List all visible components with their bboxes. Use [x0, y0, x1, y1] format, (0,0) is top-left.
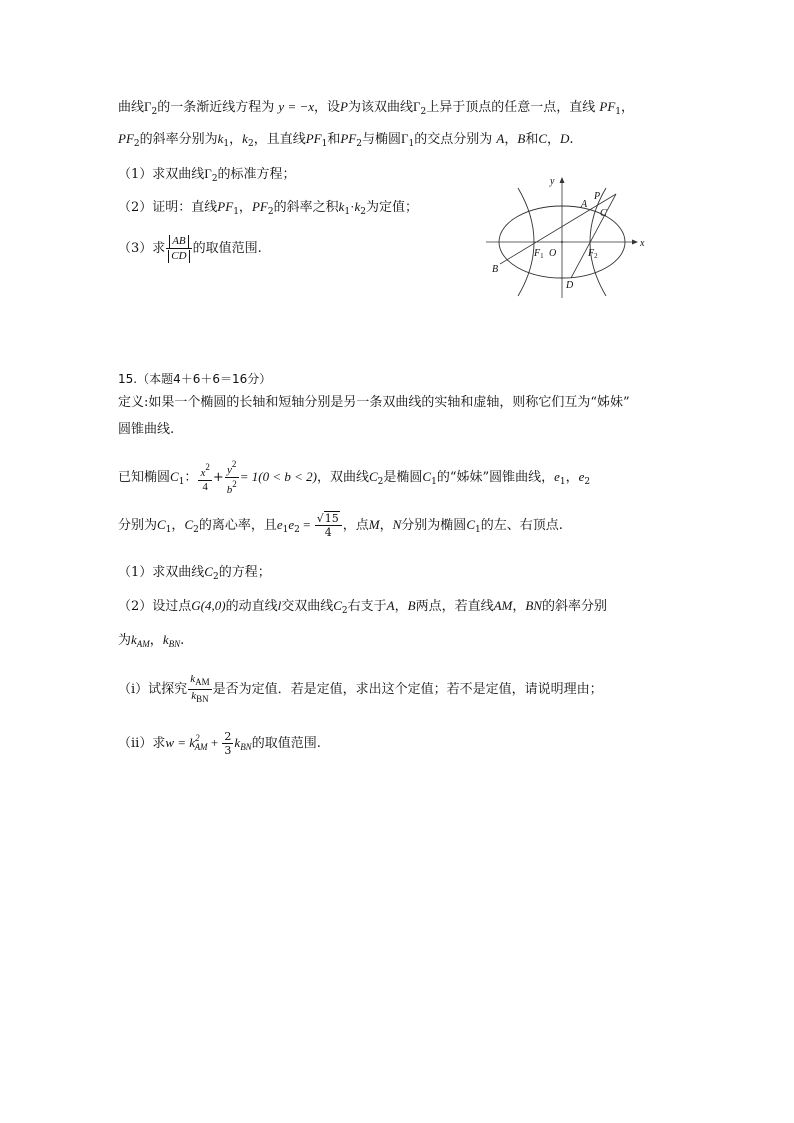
label-f2: $F_2$: [588, 248, 598, 260]
label-o: O: [549, 248, 557, 259]
p15-sub-question-i: （i）试探究 $\frac{k_{AM}}{k_{BN}}$ 是否为定值．若是定值，求出这个定值；若不是定值，请说明理由；: [118, 673, 603, 704]
label-f1: $F_1$: [534, 248, 544, 260]
label-x: x: [640, 238, 645, 249]
label-a: A: [581, 199, 588, 210]
label-b: B: [492, 264, 499, 275]
ratio-fraction: $\frac{AB}{CD}$: [166, 234, 191, 263]
p14-line-1: 曲线$\Gamma_2$的一条渐近线方程为 y = −x，设P为该双曲线$\Gamma_2$上异于顶点的任意一点，直线 $PF_1$，: [118, 99, 635, 117]
p15-header: 15.（本题4＋6＋6＝16分）: [118, 372, 272, 386]
p15-definition-1: 定义:如果一个椭圆的长轴和短轴分别是另一条双曲线的实轴和虚轴，则称它们互为“姊妹”: [118, 395, 630, 410]
p14-question-3: （3）求 $\frac{AB}{CD}$ 的取值范围.: [118, 235, 262, 262]
origin-point: [561, 241, 563, 243]
p15-given-1: 已知椭圆$C_1$： $\frac{x^2}{4}$ + $\frac{y^2}{b^2}$ = 1(0 < b < 2)，双曲线$C_2$是椭圆$C_1$的“姊妹”圆锥曲线，$e_1$，$e_2$: [118, 459, 591, 496]
p15-definition-2: 圆锥曲线.: [118, 422, 175, 437]
sqrt15-over-4: $\frac{√15}{4}$: [315, 512, 342, 539]
x-axis-arrow: [632, 240, 638, 245]
p15-given-2: 分别为$C_1$，$C_2$的离心率，且$e_1e_2$ = $\frac{√15}{4}$ ，点M，N分别为椭圆$C_1$的左、右顶点.: [118, 512, 563, 539]
ellipse-hyperbola-figure: [478, 170, 658, 302]
two-thirds: $\frac{2}{3}$: [224, 730, 232, 757]
label-c: C: [600, 208, 607, 219]
label-y: y: [550, 176, 555, 187]
line-pf1: [500, 194, 616, 264]
p15-question-2-cont: 为$k_{AM}$，$k_{BN}$.: [118, 632, 185, 649]
p15-question-1: （1）求双曲线$C_2$的方程；: [118, 564, 271, 582]
kam-over-kbn: $\frac{k_{AM}}{k_{BN}}$: [190, 673, 210, 704]
label-p: P: [594, 191, 601, 202]
p14-line-2: $PF_2$的斜率分别为$k_1$，$k_2$，且直线$PF_1$和$PF_2$与椭圆$\Gamma_1$的交点分别为 A，B和C，D.: [118, 131, 574, 149]
p14-question-2: （2）证明：直线$PF_1$，$PF_2$的斜率之积$k_1\cdot k_2$为定值；: [118, 199, 418, 217]
label-d: D: [566, 280, 574, 291]
y-axis-arrow: [560, 177, 565, 183]
p15-question-2: （2）设过点G(4,0)的动直线l交双曲线$C_2$右支于A，B两点，若直线AM，BN的斜率分别: [118, 598, 608, 616]
p15-sub-question-ii: （ii）求$w = k^2_{AM}$ + $\frac{2}{3}$ $k_{BN}$的取值范围.: [118, 730, 321, 757]
p14-question-1: （1）求双曲线$\Gamma_2$的标准方程；: [118, 166, 296, 184]
